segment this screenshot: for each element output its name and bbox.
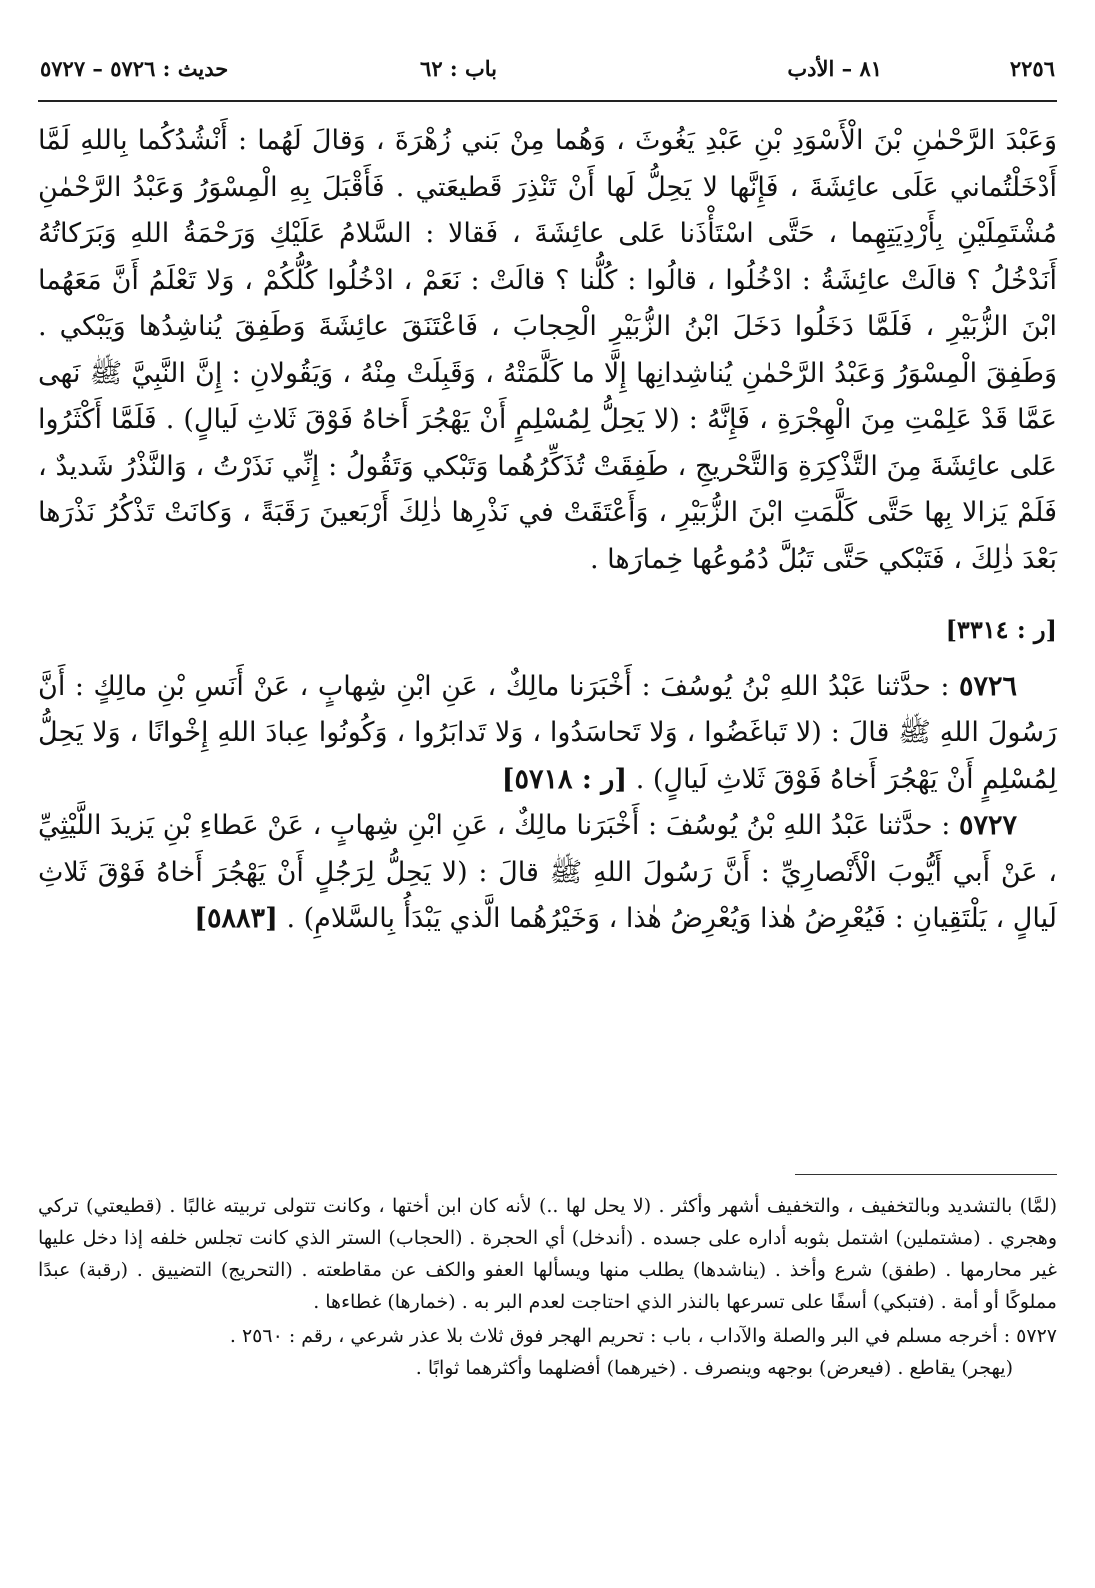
footnote-takhrij [38,1320,1057,1352]
narration-ref: [ر : ٣٣١٤] [945,615,1057,644]
footnote-divider [795,1174,1057,1175]
footnote-takhrij-text: : أخرجه مسلم في البر والصلة والآداب ، باب : تحريم الهجر فوق ثلاث بلا عذر شرعي ، رقم : ٢٥٦٠ . [229,1325,1011,1347]
hadith-ref: [٥٨٨٣] [194,903,278,934]
hadith-5727 [38,803,1057,943]
page-number: ٢٢٥٦ [1009,56,1055,81]
narration-paragraph [38,118,1057,583]
footnotes [38,1190,1057,1384]
hadith-5726 [38,664,1057,804]
book-title: ٨١ – الأدب [787,56,882,81]
header-divider [38,100,1057,102]
hadith-number: ٥٧٢٧ [958,810,1017,841]
cross-reference [38,607,1057,654]
footnote-glossary-5727: (يهجر) يقاطع . (فيعرض) بوجهه وينصرف . (خيرهما) أفضلهما وأكثرهما ثوابًا . [415,1357,1013,1379]
footnote-glossary: (لمَّا) بالتشديد وبالتخفيف ، والتخفيف أشهر وأكثر . (لا يحل لها ..) لأنه كان ابن أختها ، وكانت تتولى تربيته غالبًا . (قطيعتي) تركي وهجري . (مشتملين) اشتمل بثوبه أداره على جسده . (أندخل) أي الحجرة . (الحجاب) الستر الذي كانت تجلس خلفه إذا دخل عليها غير محارمها . (طفق) شرع وأخذ . (يناشدها) يطلب منها ويسألها العفو والكف عن مقاطعته . (التحريج) التضييق . (رقبة) عبدًا مملوكًا أو أمة . (فتبكي) أسفًا على تسرعها بالنذر الذي احتاجت لعدم البر به . (خمارها) غطاءها . [38,1195,1057,1313]
hadith-text: : حدَّثنا عَبْدُ اللهِ بْنُ يُوسُفَ : أَخْبَرَنا مالِكٌ ، عَنِ ابْنِ شِهابٍ ، عَنْ عَطاءِ بْنِ يَزيدَ اللَّيْثِيِّ ، عَنْ أَبي أَيُّوبَ الْأَنْصارِيِّ : أَنَّ رَسُولَ اللهِ ﷺ قالَ : (لا يَحِلُّ لِرَجُلٍ أَنْ يَهْجُرَ أَخاهُ فَوْقَ ثَلاثِ لَيالٍ ، يَلْتَقِيانِ : فَيُعْرِضُ هٰذا وَيُعْرِضُ هٰذا ، وَخَيْرُهُما الَّذي يَبْدَأُ بِالسَّلامِ) . [38,810,1057,934]
running-header [38,50,1057,90]
chapter-label: باب : ٦٢ [420,56,497,81]
hadith-text: : حدَّثنا عَبْدُ اللهِ بْنُ يُوسُفَ : أَخْبَرَنا مالِكٌ ، عَنِ ابْنِ شِهابٍ ، عَنْ أَنَسِ بْنِ مالِكٍ : أَنَّ رَسُولَ اللهِ ﷺ قالَ : (لا تَباغَضُوا ، وَلا تَحاسَدُوا ، وَلا تَدابَرُوا ، وَكُونُوا عِبادَ اللهِ إِخْوانًا ، وَلا يَحِلُّ لِمُسْلِمٍ أَنْ يَهْجُرَ أَخاهُ فَوْقَ ثَلاثِ لَيالٍ) . [38,670,1057,795]
hadith-number: ٥٧٢٦ [958,670,1017,702]
hadith-ref: [ر : ٥٧١٨] [501,763,628,795]
hadith-range: حديث : ٥٧٢٦ – ٥٧٢٧ [40,56,229,81]
main-text [38,118,1057,943]
narration-text: وَعَبْدَ الرَّحْمٰنِ بْنَ الْأَسْوَدِ بْنِ عَبْدِ يَغُوثَ ، وَهُما مِنْ بَني زُهْرَةَ ، وَقالَ لَهُما : أَنْشُدُكُما بِاللهِ لَمَّا أَدْخَلْتُماني عَلَى عائِشَةَ ، فَإِنَّها لا يَحِلُّ لَها أَنْ تَنْذِرَ قَطيعَتي . فَأَقْبَلَ بِهِ الْمِسْوَرُ وَعَبْدُ الرَّحْمٰنِ مُشْتَمِلَيْنِ بِأَرْدِيَتِهِما ، حَتَّى اسْتَأْذَنا عَلى عائِشَةَ ، فَقالا : السَّلامُ عَلَيْكِ وَرَحْمَةُ اللهِ وَبَرَكاتُهُ أَنَدْخُلُ ؟ قالَتْ عائِشَةُ : ادْخُلُوا ، قالُوا : كُلُّنا ؟ قالَتْ : نَعَمْ ، ادْخُلُوا كُلُّكُمْ ، وَلا تَعْلَمُ أَنَّ مَعَهُما ابْنَ الزُّبَيْرِ ، فَلَمَّا دَخَلُوا دَخَلَ ابْنُ الزُّبَيْرِ الْحِجابَ ، فَاعْتَنَقَ عائِشَةَ وَطَفِقَ يُناشِدُها وَيَبْكي . وَطَفِقَ الْمِسْوَرُ وَعَبْدُ الرَّحْمٰنِ يُناشِدانِها إِلَّا ما كَلَّمَتْهُ ، وَقَبِلَتْ مِنْهُ ، وَيَقُولانِ : إِنَّ النَّبِيَّ ﷺ نَهى عَمَّا قَدْ عَلِمْتِ مِنَ الْهِجْرَةِ ، فَإِنَّهُ : (لا يَحِلُّ لِمُسْلِمٍ أَنْ يَهْجُرَ أَخاهُ فَوْقَ ثَلاثِ لَيالٍ) . فَلَمَّا أَكْثَرُوا عَلى عائِشَةَ مِنَ التَّذْكِرَةِ وَالتَّحْريجِ ، طَفِقَتْ تُذَكِّرُهُما وَتَبْكي وَتَقُولُ : إِنِّي نَذَرْتُ ، وَالنَّذْرُ شَديدٌ ، فَلَمْ يَزالا بِها حَتَّى كَلَّمَتِ ابْنَ الزُّبَيْرِ ، وَأَعْتَقَتْ في نَذْرِها ذٰلِكَ أَرْبَعينَ رَقَبَةً ، وَكانَتْ تَذْكُرُ نَذْرَها بَعْدَ ذٰلِكَ ، فَتَبْكي حَتَّى تَبُلَّ دُمُوعُها خِمارَها . [38,125,1057,575]
footnote-number: ٥٧٢٧ [1016,1325,1057,1347]
